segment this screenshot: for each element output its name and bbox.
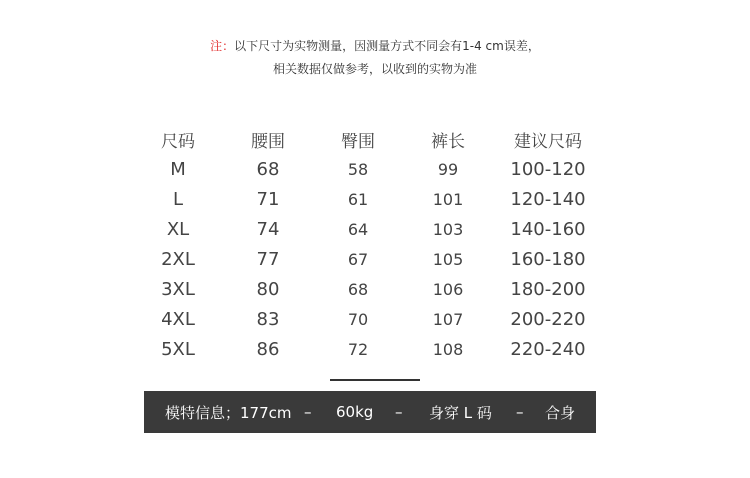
suggested-cell: 220-240	[510, 338, 586, 360]
size-cell: XL	[166, 218, 190, 240]
table-row	[133, 184, 603, 214]
size-cell: L	[172, 188, 184, 210]
waist-cell: 77	[256, 248, 280, 270]
suggested-cell: 140-160	[510, 218, 586, 240]
header-waist: 腰围	[251, 131, 285, 152]
waist-cell: 68	[256, 158, 280, 180]
hip-cell: 70	[347, 309, 369, 329]
suggested-cell: 200-220	[510, 308, 586, 330]
divider-line	[330, 379, 420, 381]
size-cell: 2XL	[161, 248, 195, 270]
waist-cell: 83	[256, 308, 280, 330]
suggested-cell: 180-200	[510, 278, 586, 300]
waist-cell: 80	[256, 278, 280, 300]
model-fit: 合身	[545, 403, 576, 422]
header-size: 尺码	[161, 131, 195, 152]
hip-cell: 67	[347, 249, 369, 269]
table-header-row	[133, 124, 603, 154]
suggested-cell: 120-140	[510, 188, 586, 210]
note-line-1	[0, 37, 750, 54]
length-cell: 106	[432, 279, 464, 299]
waist-cell: 86	[256, 338, 280, 360]
separator-dash: –	[516, 403, 524, 421]
waist-cell: 74	[256, 218, 280, 240]
hip-cell: 61	[347, 189, 369, 209]
model-weight: 60kg	[336, 403, 374, 421]
table-row	[133, 154, 603, 184]
model-wear-size: 身穿 L 码	[429, 403, 492, 422]
hip-cell: 58	[347, 159, 369, 179]
note-text-1: 以下尺寸为实物测量，因测量方式不同会有1-4 cm误差，	[234, 39, 540, 53]
length-cell: 99	[437, 159, 459, 179]
size-cell: 4XL	[161, 308, 195, 330]
table-row	[133, 274, 603, 304]
suggested-cell: 160-180	[510, 248, 586, 270]
table-row	[133, 304, 603, 334]
length-cell: 108	[432, 339, 464, 359]
size-table	[133, 124, 603, 364]
table-row	[133, 244, 603, 274]
length-cell: 105	[432, 249, 464, 269]
size-cell: 3XL	[161, 278, 195, 300]
hip-cell: 68	[347, 279, 369, 299]
suggested-cell: 100-120	[510, 158, 586, 180]
model-info-bar	[144, 391, 596, 433]
length-cell: 103	[432, 219, 464, 239]
table-row	[133, 334, 603, 364]
header-suggested: 建议尺码	[514, 131, 582, 152]
length-cell: 101	[432, 189, 464, 209]
separator-dash: –	[304, 403, 312, 421]
header-length: 裤长	[431, 131, 465, 152]
separator-dash: –	[395, 403, 403, 421]
header-hip: 臀围	[341, 131, 375, 152]
note-line-2: 相关数据仅做参考，以收到的实物为准	[272, 62, 477, 76]
size-cell: M	[170, 158, 186, 180]
model-info: 模特信息；177cm	[165, 403, 292, 422]
hip-cell: 64	[347, 219, 369, 239]
note-label: 注：	[210, 39, 235, 53]
table-row	[133, 214, 603, 244]
hip-cell: 72	[347, 339, 369, 359]
waist-cell: 71	[256, 188, 280, 210]
size-cell: 5XL	[161, 338, 195, 360]
length-cell: 107	[432, 309, 464, 329]
